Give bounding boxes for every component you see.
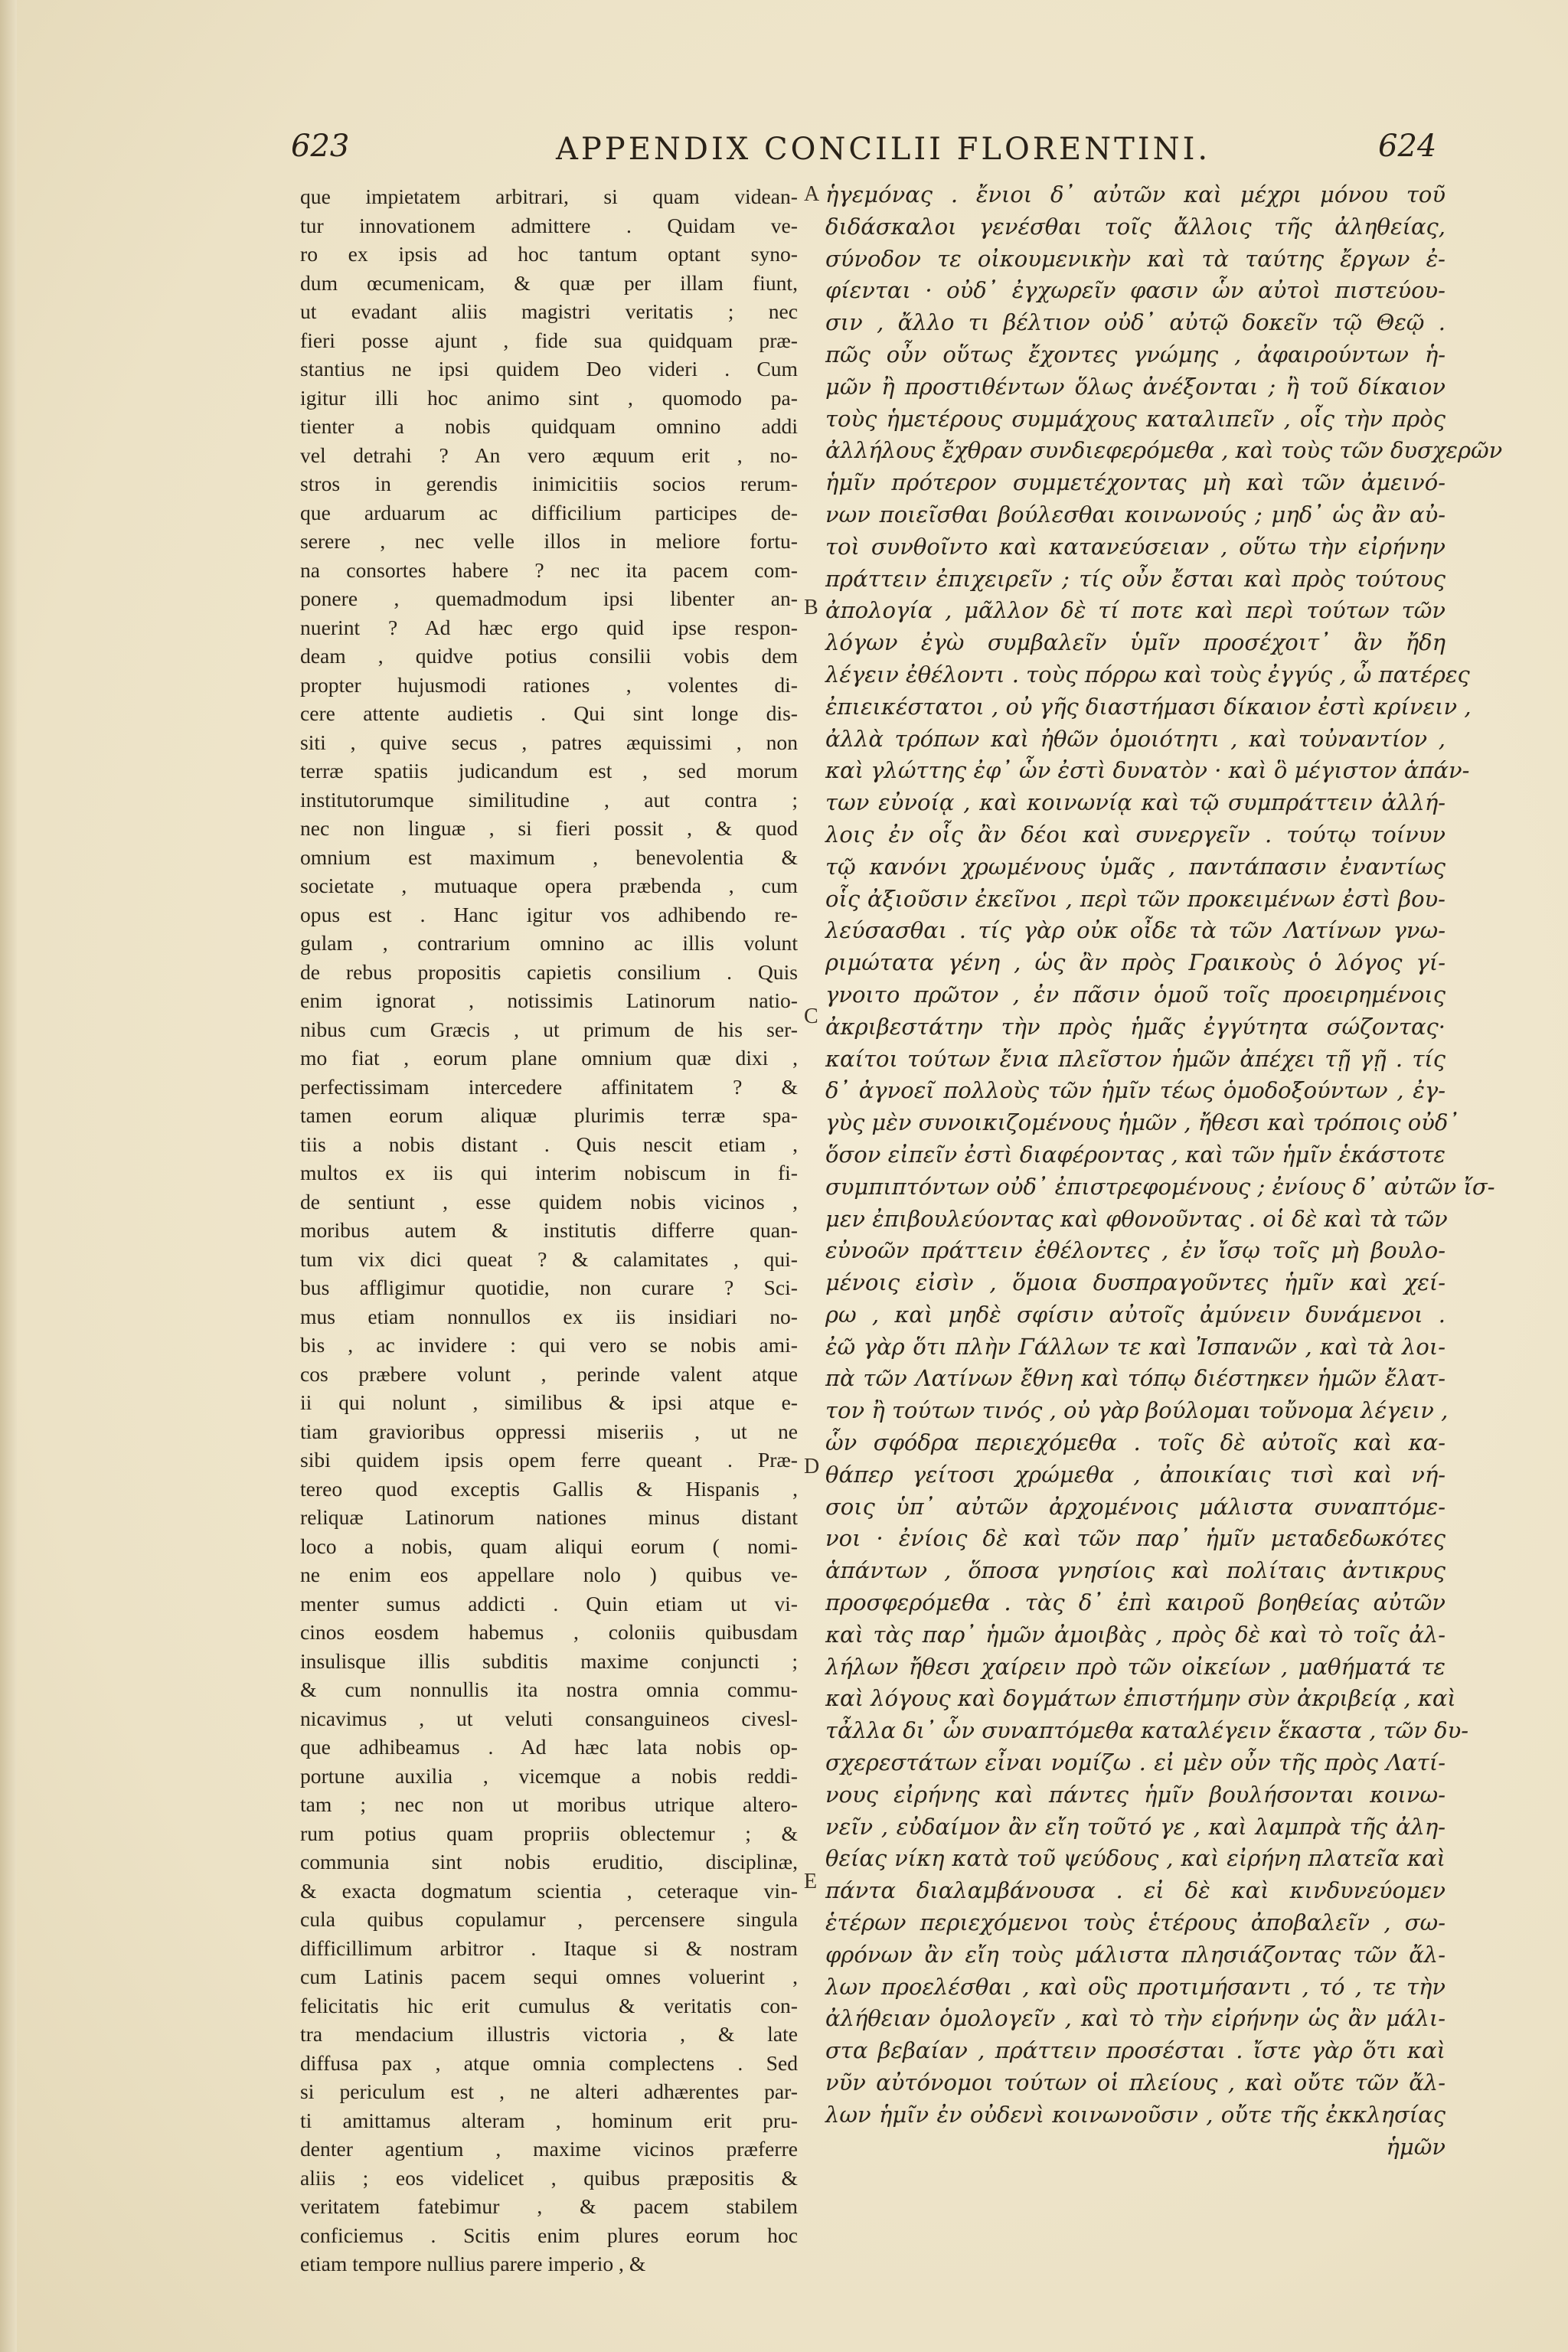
greek-text-line: οἷς ἀξιοῦσιν ἐκεῖνοι , περὶ τῶν προκειμένων ἐστὶ βου- — [825, 885, 1446, 912]
latin-text-line: siti , quive secus , patres æquissimi , non — [300, 730, 798, 754]
greek-text-line: λήλων ἤθεσι χαίρειν πρὸ τῶν οἰκείων , μαθήματά τε — [825, 1653, 1446, 1680]
latin-text-line: stantius ne ipsi quidem Deo videri . Cum — [300, 357, 798, 381]
latin-text-line: tereo quod exceptis Gallis & Hispanis , — [300, 1476, 798, 1501]
latin-text-line: communia sint nobis eruditio, disciplinæ, — [300, 1850, 798, 1873]
latin-text-line: nec non linguæ , si fieri possit , & quod — [300, 816, 798, 840]
greek-text-column — [825, 179, 1503, 2200]
greek-text-line: καὶ λόγους καὶ δογμάτων ἐπιστήμην σὺν ἀκριβείᾳ , καὶ — [825, 1685, 1456, 1712]
greek-text-line: προσφερόμεθα . τὰς δ᾽ ἐπὶ καιροῦ βοηθείας αὐτῶν — [825, 1589, 1446, 1616]
greek-text-line: τοὺς ἡμετέρους συμμάχους καταλιπεῖν , οἷς τὴν πρὸς — [825, 405, 1446, 432]
latin-text-line: moribus autem & institutis differre quan- — [300, 1218, 798, 1242]
greek-text-line: λοις ἐν οἷς ἂν δέοι καὶ συνεργεῖν . τούτῳ τοίνυν — [825, 821, 1446, 848]
greek-text-line: ἡμῶν — [1386, 2133, 1446, 2160]
greek-text-line: νων ποιεῖσθαι βούλεσθαι κοινωνούς ; μηδ᾽ ὡς ἂν αὐ- — [825, 501, 1446, 528]
latin-text-line: enim ignorat , notissimis Latinorum natio- — [300, 988, 798, 1012]
latin-text-line: stros in gerendis inimicitiis socios rerum- — [300, 472, 798, 495]
page-number-right: 624 — [1378, 129, 1437, 164]
page-gutter — [0, 0, 17, 2352]
latin-text-line: gulam , contrarium omnino ac illis volunt — [300, 931, 798, 955]
greek-text-line: λέγειν ἐθέλοντι . τοὺς πόρρω καὶ τοὺς ἐγγύς , ὦ πατέρες — [825, 661, 1470, 688]
section-marker-d: D — [804, 1455, 820, 1478]
greek-text-line: σοις ὑπ᾽ αὐτῶν ἀρχομένοις μάλιστα συναπτόμε- — [825, 1493, 1446, 1520]
latin-text-line: conficiemus . Scitis enim plures eorum hoc — [300, 2223, 798, 2247]
greek-text-line: μεν ἐπιβουλεύοντας καὶ φθονοῦντας . οἱ δὲ καὶ τὰ τῶν — [825, 1205, 1448, 1232]
latin-text-line: denter agentium , maxime vicinos præferre — [300, 2137, 798, 2161]
greek-text-line: εὐνοῶν πράττειν ἐθέλοντες , ἐν ἴσῳ τοῖς μὴ βουλο- — [825, 1237, 1446, 1264]
greek-text-line: νεῖν , εὐδαίμον ἂν εἴη τοῦτό γε , καὶ λαμπρὰ τῆς ἀλη- — [825, 1813, 1446, 1840]
latin-text-line: dum œcumenicam, & quæ per illam fiunt, — [300, 270, 798, 295]
section-marker-c: C — [804, 1004, 818, 1028]
latin-text-line: ut evadant aliis magistri veritatis ; nec — [300, 299, 798, 323]
greek-text-line: καὶ γλώττης ἐφ᾽ ὧν ἐστὶ δυνατὸν · καὶ ὃ μέγιστον ἁπάν- — [825, 757, 1470, 784]
greek-text-line: τῷ κανόνι χρωμένους ὑμᾶς , παντάπασιν ἐναντίως — [825, 853, 1446, 880]
latin-text-line: & cum nonnullis ita nostra omnia commu- — [300, 1677, 798, 1701]
latin-text-line: & exacta dogmatum scientia , ceteraque vin- — [300, 1878, 798, 1903]
latin-text-line: ponere , quemadmodum ipsi libenter an- — [300, 586, 798, 610]
greek-text-line: μῶν ἢ προστιθέντων ὅλως ἀνέξονται ; ἢ τοῦ δίκαιον — [825, 373, 1446, 400]
latin-text-line: que adhibeamus . Ad hæc lata nobis op- — [300, 1735, 798, 1759]
latin-text-line: institutorumque similitudine , aut contra ; — [300, 787, 798, 812]
latin-text-line: ii qui nolunt , similibus & ipsi atque e- — [300, 1390, 798, 1414]
latin-text-line: cum Latinis pacem sequi omnes voluerint , — [300, 1965, 798, 1988]
greek-text-line: νους εἰρήνης καὶ πάντες ἡμῖν βουλήσονται κοινω- — [825, 1781, 1446, 1808]
greek-text-line: ὅσον εἰπεῖν ἐστὶ διαφέροντας , καὶ τῶν ἡμῖν ἑκάστοτε — [825, 1141, 1446, 1168]
greek-text-line: ἀλήθειαν ὁμολογεῖν , καὶ τὸ τὴν εἰρήνην ὡς ἂν μάλι- — [825, 2005, 1446, 2032]
greek-text-line: ἡμῖν πρότερον συμμετέχοντας μὴ καὶ τῶν ἀμεινό- — [825, 469, 1446, 496]
greek-text-line: σχερεστάτων εἶναι νομίζω . εἰ μὲν οὖν τῆς πρὸς Λατί- — [825, 1749, 1446, 1776]
greek-text-line: λεύσασθαι . τίς γὰρ οὐκ οἶδε τὰ τῶν Λατίνων γνω- — [825, 917, 1446, 944]
greek-text-line: γνοιτο πρῶτον , ἐν πᾶσιν ὁμοῦ τοῖς προειρημένοις — [825, 981, 1446, 1008]
greek-text-line: σύνοδον τε οἰκουμενικὴν καὶ τὰ ταύτης ἔργων ἐ- — [825, 245, 1446, 272]
latin-text-line: ro ex ipsis ad hoc tantum optant syno- — [300, 242, 798, 266]
greek-text-line: νοι · ἐνίοις δὲ καὶ τῶν παρ᾽ ἡμῖν μεταδεδωκότες — [825, 1525, 1446, 1552]
greek-text-line: γὺς μὲν συνοικιζομένους ἡμῶν , ἤθεσι καὶ τρόποις οὐδ᾽ — [825, 1109, 1459, 1136]
greek-text-line: πράττειν ἐπιχειρεῖν ; τίς οὖν ἔσται καὶ πρὸς τούτους — [825, 565, 1446, 592]
latin-text-line: tum vix dici queat ? & calamitates , qui- — [300, 1246, 798, 1271]
latin-text-line: bus affligimur quotidie, non curare ? Sci- — [300, 1276, 798, 1299]
latin-text-line: rum potius quam propriis oblectemur ; & — [300, 1821, 798, 1845]
greek-text-line: πάντα διαλαμβάνουσα . εἰ δὲ καὶ κινδυνεύομεν — [825, 1877, 1446, 1904]
greek-text-line: ρω , καὶ μηδὲ σφίσιν αὐτοῖς ἀμύνειν δυνάμενοι . — [825, 1301, 1446, 1328]
latin-text-line: vel detrahi ? An vero æquum erit , no- — [300, 443, 798, 467]
latin-text-line: terræ spatiis judicandum est , sed morum — [300, 759, 798, 782]
latin-text-line: serere , nec velle illos in meliore fortu- — [300, 529, 798, 553]
latin-text-line: cula quibus copulamur , percensere singula — [300, 1907, 798, 1931]
latin-text-line: veritatem fatebimur , & pacem stabilem — [300, 2194, 798, 2218]
latin-text-column — [300, 182, 798, 2275]
greek-text-line: στα βεβαίαν , πράττειν προσέσται . ἴστε γὰρ ὅτι καὶ — [825, 2037, 1446, 2064]
greek-text-line: ἑτέρων περιεχόμενοι τοὺς ἑτέρους ἀποβαλεῖν , σω- — [825, 1909, 1446, 1936]
latin-text-line: de sentiunt , esse quidem nobis vicinos , — [300, 1189, 798, 1214]
greek-text-line: ἐῶ γὰρ ὅτι πλὴν Γάλλων τε καὶ Ἰσπανῶν , καὶ τὰ λοι- — [825, 1333, 1446, 1360]
latin-text-line: nicavimus , ut veluti consanguineos civesl- — [300, 1706, 798, 1730]
latin-text-line: opus est . Hanc igitur vos adhibendo re- — [300, 902, 798, 926]
greek-text-line: διδάσκαλοι γενέσθαι τοῖς ἄλλοις τῆς ἀληθείας, — [825, 213, 1446, 240]
latin-text-line: reliquæ Latinorum nationes minus distant — [300, 1505, 798, 1529]
page-number-left: 623 — [291, 129, 350, 164]
greek-text-line: θάπερ γείτοσι χρώμεθα , ἀποικίαις τισὶ καὶ νή- — [825, 1461, 1446, 1488]
latin-text-line: propter hujusmodi rationes , volentes di- — [300, 672, 798, 697]
section-marker-a: A — [804, 182, 820, 206]
latin-text-line: omnium est maximum , benevolentia & — [300, 844, 798, 869]
greek-text-line: ὧν σφόδρα περιεχόμεθα . τοῖς δὲ αὐτοῖς καὶ κα- — [825, 1429, 1446, 1456]
greek-text-line: δ᾽ ἀγνοεῖ πολλοὺς τῶν ἡμῖν τέως ὁμοδοξούντων , ἐγ- — [825, 1077, 1446, 1104]
latin-text-line: tam ; nec non ut moribus utrique altero- — [300, 1792, 798, 1816]
greek-text-line: ριμώτατα γένη , ὡς ἂν πρὸς Γραικοὺς ὁ λόγος γί- — [825, 949, 1446, 976]
latin-text-line: aliis ; eos videlicet , quibus præpositis & — [300, 2165, 798, 2190]
latin-text-line: cos præbere volunt , perinde valent atque — [300, 1361, 798, 1386]
latin-text-line: tamen eorum aliquæ plurimis terræ spa- — [300, 1103, 798, 1127]
running-header — [0, 129, 1568, 175]
latin-text-line: bis , ac invidere : qui vero se nobis ami- — [300, 1333, 798, 1357]
latin-text-line: de rebus propositis capietis consilium . Quis — [300, 959, 798, 984]
greek-text-line: πὰ τῶν Λατίνων ἔθνη καὶ τόπῳ διέστηκεν ἡμῶν ἔλατ- — [825, 1365, 1446, 1392]
latin-text-line: menter sumus addicti . Quin etiam ut vi- — [300, 1591, 798, 1615]
greek-text-line: τἆλλα δι᾽ ὧν συναπτόμεθα καταλέγειν ἕκαστα , τῶν δυ- — [825, 1717, 1469, 1744]
latin-text-line: mus etiam nonnullos ex iis insidiari no- — [300, 1304, 798, 1328]
latin-text-line: diffusa pax , atque omnia complectens . Sed — [300, 2050, 798, 2075]
latin-text-line: loco a nobis, quam aliqui eorum ( nomi- — [300, 1534, 798, 1558]
greek-text-line: φρόνων ἂν εἴη τοὺς μάλιστα πλησιάζοντας τῶν ἄλ- — [825, 1941, 1446, 1968]
greek-text-line: σιν , ἄλλο τι βέλτιον οὐδ᾽ αὐτῷ δοκεῖν τῷ Θεῷ . — [825, 309, 1446, 336]
section-marker-b: B — [804, 596, 818, 619]
greek-text-line: θείας νίκη κατὰ τοῦ ψεύδους , καὶ εἰρήνη πλατεῖα καὶ — [825, 1845, 1446, 1872]
latin-text-line: nuerint ? Ad hæc ergo quid ipse respon- — [300, 615, 798, 639]
latin-text-line: perfectissimam intercedere affinitatem ? & — [300, 1074, 798, 1099]
greek-text-line: ἡγεμόνας . ἔνιοι δ᾽ αὐτῶν καὶ μέχρι μόνου τοῦ — [825, 181, 1446, 207]
latin-text-line: felicitatis hic erit cumulus & veritatis con- — [300, 1993, 798, 2017]
latin-text-line: difficillimum arbitror . Itaque si & nostram — [300, 1936, 798, 1960]
greek-text-line: νῦν αὐτόνομοι τούτων οἱ πλείους , καὶ οὔτε τῶν ἄλ- — [825, 2069, 1446, 2096]
greek-text-line: τον ἢ τούτων τινός , οὐ γὰρ βούλομαι τοὔνομα λέγειν , — [825, 1397, 1449, 1424]
latin-text-line: na consortes habere ? nec ita pacem com- — [300, 557, 798, 582]
greek-text-line: τοὶ συνθοῖντο καὶ κατανεύσειαν , οὕτω τὴν εἰρήνην — [825, 533, 1446, 560]
latin-text-line: multos ex iis qui interim nobiscum in fi- — [300, 1161, 798, 1184]
greek-text-line: ἁπάντων , ὅποσα γνησίοις καὶ πολίταις ἀντικρυς — [825, 1557, 1446, 1584]
greek-text-line: των εὐνοίᾳ , καὶ κοινωνίᾳ καὶ τῷ συμπράττειν ἀλλή- — [825, 789, 1446, 816]
latin-text-line: ne enim eos appellare nolo ) quibus ve- — [300, 1563, 798, 1586]
latin-text-line: tiam gravioribus oppressi miseriis , ut ne — [300, 1419, 798, 1443]
latin-text-line: si periculum est , ne alteri adhærentes par- — [300, 2079, 798, 2103]
running-title: APPENDIX CONCILII FLORENTINI. — [556, 132, 1211, 167]
latin-text-line: que arduarum ac difficilium participes de- — [300, 500, 798, 524]
latin-text-line: deam , quidve potius consilii vobis dem — [300, 644, 798, 668]
latin-text-line: portune auxilia , vicemque a nobis reddi- — [300, 1763, 798, 1788]
latin-text-line: nibus cum Græcis , ut primum de his ser- — [300, 1017, 798, 1041]
greek-text-line: καὶ τὰς παρ᾽ ἡμῶν ἀμοιβὰς , πρὸς δὲ καὶ τὸ τοῖς ἀλ- — [825, 1621, 1446, 1648]
latin-text-line: societate , mutuaque opera præbenda , cum — [300, 874, 798, 897]
latin-text-line: ti amittamus alteram , hominum erit pru- — [300, 2108, 798, 2132]
greek-text-line: καίτοι τούτων ἔνια πλεῖστον ἡμῶν ἀπέχει τῇ γῇ . τίς — [825, 1045, 1446, 1072]
greek-text-line: λων ἡμῖν ἐν οὐδενὶ κοινωνοῦσιν , οὔτε τῆς ἐκκλησίας — [825, 2101, 1446, 2128]
latin-text-line: etiam tempore nullius parere imperio , & — [300, 2252, 646, 2275]
latin-text-line: sibi quidem ipsis opem ferre queant . Præ- — [300, 1448, 798, 1472]
latin-text-line: igitur illi hoc animo sint , quomodo pa- — [300, 385, 798, 410]
greek-text-line: μένοις εἰσὶν , ὅμοια δυσπραγοῦντες ἡμῖν καὶ χεί- — [825, 1269, 1446, 1296]
greek-text-line: φίενται · οὐδ᾽ ἐγχωρεῖν φασιν ὧν αὐτοὶ πιστεύου- — [825, 277, 1446, 304]
latin-text-line: cere attente audietis . Qui sint longe dis- — [300, 701, 798, 725]
latin-text-line: que impietatem arbitrari, si quam videan- — [300, 185, 798, 208]
latin-text-line: tra mendacium illustris victoria , & late — [300, 2022, 798, 2046]
latin-text-line: fieri posse ajunt , fide sua quidquam præ- — [300, 328, 798, 352]
latin-text-line: cinos eosdem habemus , coloniis quibusdam — [300, 1620, 798, 1644]
greek-text-line: συμπιπτόντων οὐδ᾽ ἐπιστρεφομένους ; ἐνίους δ᾽ αὐτῶν ἴσ- — [825, 1173, 1495, 1200]
greek-text-line: λόγων ἐγὼ συμβαλεῖν ὑμῖν προσέχοιτ᾽ ἂν ἤδη — [825, 629, 1446, 656]
greek-text-line: ἀλλήλους ἔχθραν συνδιεφερόμεθα , καὶ τοὺς τῶν δυσχερῶν — [825, 437, 1503, 464]
greek-text-line: ἐπιεικέστατοι , οὐ γῆς διαστήμασι δίκαιον ἐστὶ κρίνειν , — [825, 693, 1472, 720]
greek-text-line: πῶς οὖν οὕτως ἔχοντες γνώμης , ἀφαιρούντων ἡ- — [825, 341, 1446, 368]
latin-text-line: insulisque illis subditis maxime conjuncti ; — [300, 1648, 798, 1673]
latin-text-line: tienter a nobis quidquam omnino addi — [300, 414, 798, 438]
greek-text-line: ἀλλὰ τρόπων καὶ ἠθῶν ὁμοιότητι , καὶ τοὐναντίον , — [825, 725, 1446, 752]
greek-text-line: ἀκριβεστάτην τὴν πρὸς ἡμᾶς ἐγγύτητα σώζοντας· — [825, 1013, 1446, 1040]
latin-text-line: mo fiat , eorum plane omnium quæ dixi , — [300, 1046, 798, 1070]
latin-text-line: tiis a nobis distant . Quis nescit etiam , — [300, 1132, 798, 1156]
section-marker-e: E — [804, 1870, 818, 1893]
greek-text-line: ἀπολογία , μᾶλλον δὲ τί ποτε καὶ περὶ τούτων τῶν — [825, 597, 1446, 624]
latin-text-line: tur innovationem admittere . Quidam ve- — [300, 213, 798, 237]
greek-text-line: λων προελέσθαι , καὶ οὓς προτιμήσαντι , τό , τε τὴν — [825, 1973, 1446, 2000]
